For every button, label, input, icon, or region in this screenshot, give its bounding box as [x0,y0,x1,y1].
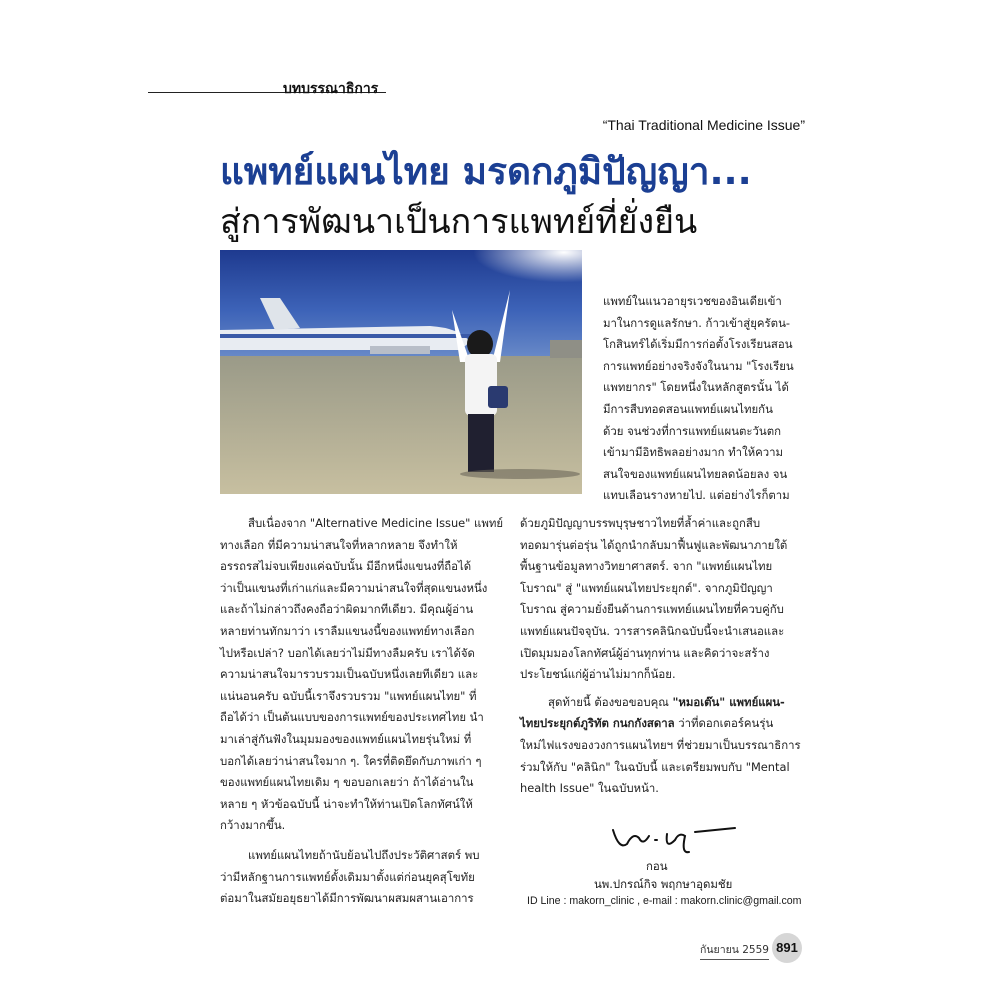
right-column-middle [520,513,804,800]
text-line: พื้นฐานข้อมูลทางวิทยาศาสตร์. จาก "แพทย์แผนไทย [520,559,773,574]
footer-date: กันยายน 2559 [700,941,769,960]
text-line: เข้ามามีอิทธิพลอย่างมาก ทำให้ความ [603,445,784,460]
text-line: โบราณ" สู่ "แพทย์แผนไทยประยุกต์". จากภูมิปัญญา [520,580,773,595]
text-line: ทางเลือก ที่มีความน่าสนใจที่หลากหลาย จึงทำให้ [220,537,458,552]
text-line: หลายท่านทักมาว่า เราลืมแขนงนี้ของแพทย์ทางเลือก [220,623,475,638]
handwritten-signature [605,810,745,860]
title-line-1: แพทย์แผนไทย มรดกภูมิปัญญา... [220,150,752,193]
text-line: ด้วยภูมิปัญญาบรรพบุรุษชาวไทยที่ล้ำค่าและถูกสืบ [520,516,761,530]
text-line: สนใจของแพทย์แผนไทยลดน้อยลง จน [603,466,788,481]
text-line: และถ้าไม่กล่าวถึงคงถือว่าผิดมากทีเดียว. มีคุณผู้อ่าน [220,602,474,617]
text-line: เปิดมุมมองโลกทัศน์ผู้อ่านทุกท่าน และคิดว่าจะสร้าง [520,645,770,660]
text-line: แทบเลือนรางหายไป. แต่อย่างไรก็ตาม [603,488,790,503]
text-line: แพทย์แผนไทยถ้านับย้อนไปถึงประวัติศาสตร์ พบ [248,847,480,862]
text-line: ถือได้ว่า เป็นต้นแบบของการแพทย์ของประเทศไทย นำ [220,710,484,725]
text-line: มาเล่าสู่กันฟังในมุมมองของแพทย์แผนไทยรุ่นใหม่ ที่ [220,731,472,746]
closing-paragraph: สุดท้ายนี้ ต้องขอขอบคุณ "หมอเต๊น" แพทย์แผน- ไทยประยุกต์ภูริทัต กนกกังสดาล ว่าที่ดอกเตอร์คนรุ่น ใหม่ไฟแรงของวงการแผนไทยฯ ที่ช่วยมาเป็นบรรณาธิการ ร่วมให้กับ "คลินิก" ในฉบับนี้ และเตรียมพบกับ "Mental health Issue" ในฉบับหน้า. [520,694,801,796]
text-line: ว่ามีหลักฐานการแพทย์ดั้งเดิมมาตั้งแต่ก่อนยุคสุโขทัย [220,869,475,884]
text-line: การแพทย์อย่างจริงจังในนาม "โรงเรียน [603,358,794,373]
text-line: มีการสืบทอดสอนแพทย์แผนไทยกัน [603,401,773,416]
text-line: แน่นอนครับ ฉบับนี้เราจึงรวบรวม "แพทย์แผนไทย" ที่ [220,688,477,703]
text-line: ไปหรือเปล่า? บอกได้เลยว่าไม่มีทางลืมครับ เราได้จัด [220,645,475,660]
issue-tag: “Thai Traditional Medicine Issue” [602,117,805,133]
text-line: สืบเนื่องจาก "Alternative Medicine Issue" แพทย์ [248,516,504,530]
text-line: มาในการดูแลรักษา. ก้าวเข้าสู่ยุครัตน- [603,315,790,330]
text-line: ความน่าสนใจมารวบรวมเป็นฉบับหนึ่งเลยทีเดียว และ [220,667,479,682]
text-line: ด้วย จนช่วงที่การแพทย์แผนตะวันตก [603,423,781,438]
title-line-2: สู่การพัฒนาเป็นการแพทย์ที่ยั่งยืน [220,202,698,242]
text-line: โกสินทร์ได้เริ่มมีการก่อตั้งโรงเรียนสอน [603,337,793,352]
text-line: ของแพทย์แผนไทยเดิม ๆ ขอบอกเลยว่า ถ้าได้อ่านใน [220,775,474,790]
text-line: โบราณ สู่ความยั่งยืนด้านการแพทย์แผนไทยที่ควบคู่กับ [520,602,784,617]
airport-photo-illustration [220,250,582,494]
text-line: แพทย์แผนปัจจุบัน. วารสารคลินิกฉบับนี้จะนำเสนอและ [520,623,785,638]
signer-short-name: กอน [646,859,668,873]
right-column-top [603,291,803,507]
contact-line: ID Line : makorn_clinic , e-mail : makorn.clinic@gmail.com [527,895,802,907]
text-line: แพทย์ในแนวอายุรเวชของอินเดียเข้า [603,294,782,308]
article-photo [220,250,582,494]
text-line: อรรถรสไม่จบเพียงแค่ฉบับนั้น มีอีกหนึ่งแขนงที่ถือได้ [220,559,472,574]
text-line: ว่าเป็นแขนงที่เก่าแก่และมีความน่าสนใจที่สุดแขนงหนึ่ง [220,580,488,595]
text-line: ต่อมาในสมัยอยุธยาได้มีการพัฒนาผสมผสานเอาการ [220,891,474,906]
section-label: บทบรรณาธิการ [283,81,379,97]
text-line: หลาย ๆ หัวข้อฉบับนี้ น่าจะทำให้ท่านเปิดโลกทัศน์ให้ [220,796,473,811]
text-line: บอกได้เลยว่าน่าสนใจมาก ๆ. ใครที่ติดยึดกับภาพเก่า ๆ [220,753,482,768]
signer-full-name: นพ.ปกรณ์กิจ พฤกษาอุดมชัย [594,877,733,891]
text-line: แพทยากร" โดยหนึ่งในหลักสูตรนั้น ได้ [603,380,789,395]
text-line: ทอดมารุ่นต่อรุ่น ได้ถูกนำกลับมาฟื้นฟูและพัฒนาภายใต้ [520,537,788,552]
left-column [220,513,502,910]
text-line: กว้างมากขึ้น. [220,818,286,833]
text-line: ประโยชน์แก่ผู้อ่านไม่มากก็น้อย. [520,667,676,682]
page-number: 891 [772,933,802,963]
